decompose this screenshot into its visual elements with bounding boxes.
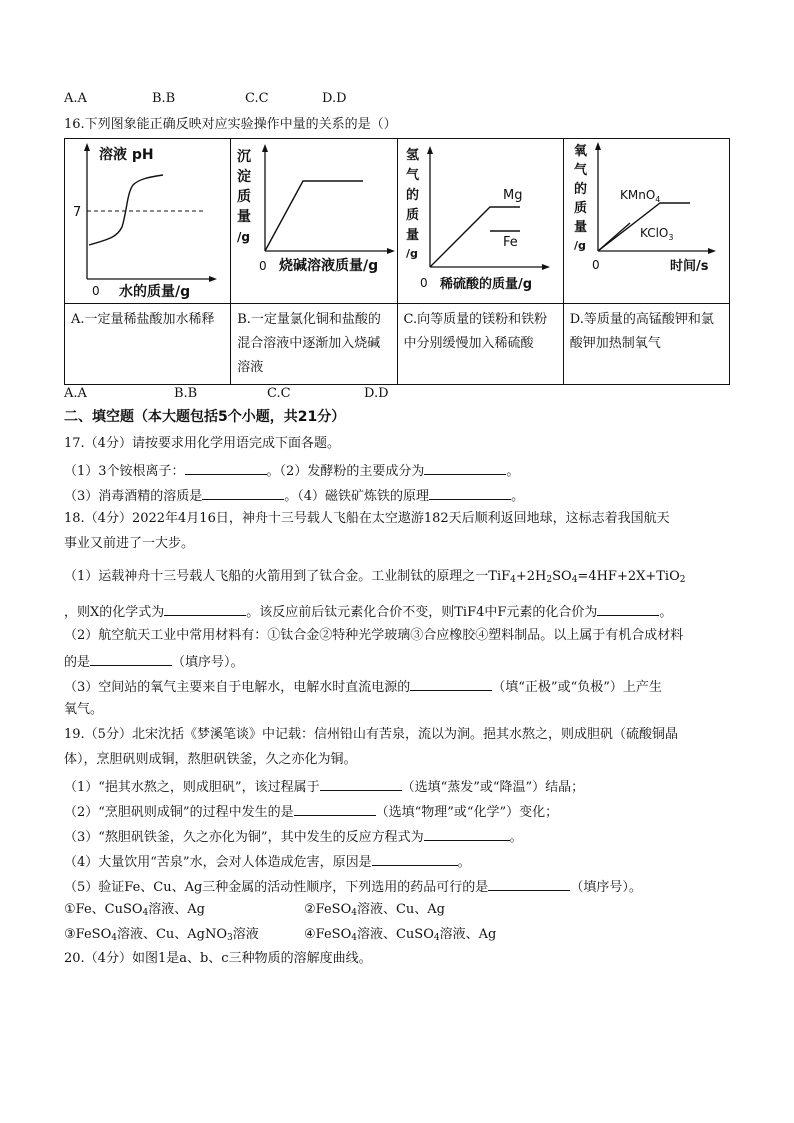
q19-sub-1 [64, 776, 584, 797]
q15-option-a: A.A [64, 91, 87, 106]
q18-sub-1b-text-b: 。该反应前后钛元素化合价不变，则TiF4中F元素的化合价为 [246, 605, 598, 620]
graph-d-caption: D.等质量的高锰酸钾和氯酸钾加热制氧气 [563, 304, 729, 385]
q19-option-4-b: 溶液、CuSO [356, 927, 434, 942]
q16-option-d: D.D [364, 386, 389, 401]
q19-sub-2-text-a: （2）“烹胆矾则成铜”的过程中发生的是 [64, 805, 294, 820]
q19-sub-1-text-b: （选填“蒸发”或“降温”）结晶； [401, 780, 585, 795]
q19-sub-4-end: 。 [457, 855, 471, 870]
q18-eq-post: =4HF+2X+TiO [577, 569, 680, 584]
graph-b-ylabel-1: 沉 [237, 149, 252, 165]
graph-c [398, 139, 561, 303]
q18-sub-1: （1）运载神舟十三号载人飞船的火箭用到了钛合金。工业制钛的原理之一$TiF_4+2H_2SO_4=4HF+2X+TiO_2$ [64, 569, 686, 585]
graph-b [231, 139, 402, 303]
graph-b-y-arrow [262, 144, 268, 152]
q17-part3-label: （3）消毒酒精的溶质是 [64, 489, 203, 504]
graph-d-ylabel [574, 143, 588, 252]
graph-d-ylabel-2: 气 [573, 163, 587, 178]
graph-c-xlabel: 稀硫酸的质量/g [439, 277, 532, 292]
q19-option-1-sub: 4 [142, 908, 149, 918]
graph-a-x-arrow [209, 276, 217, 282]
graph-c-cell [397, 139, 563, 304]
q19-sub-5-text-b: （填序号）。 [570, 880, 642, 895]
graph-d-y-arrow [595, 142, 601, 150]
q16-stem: 16.下列图象能正确反映对应实验操作中量的关系的是（） [64, 117, 397, 132]
graph-d-ylabel-3: 的 [573, 182, 587, 197]
graph-a-y-tick: 7 [73, 205, 82, 220]
q18-blank-2[interactable] [597, 601, 659, 616]
q19-sub-1-text-a: （1）“挹其水熬之，则成胆矾”，该过程属于 [64, 780, 320, 795]
q17-line-1-end: 。 [506, 464, 520, 479]
q19-option-3-sub: 4 [111, 933, 117, 943]
q19-option-3-c: 溶液 [232, 927, 259, 942]
q19-option-3 [64, 926, 304, 944]
graph-b-cell [231, 139, 397, 304]
q16-option-b: B.B [174, 386, 198, 401]
graph-c-fe-label: Fe [502, 235, 518, 250]
q17-line-2-end: 。 [511, 489, 525, 504]
q19-stem-2: 体），烹胆矾则成铜，熬胆矾铁釜，久之亦化为铜。 [64, 752, 357, 767]
q18-sub-3-text-a: （3）空间站的氧气主要来自于电解水，电解水时直流电源的 [64, 680, 411, 695]
graph-b-ylabel-4: 量 [237, 209, 252, 225]
graph-a-caption: A.一定量稀盐酸加水稀释 [65, 304, 231, 385]
q19-stem-1: 19.（5分）北宋沈括《梦溪笔谈》中记载：信州铅山有苦泉，流以为涧。挹其水熬之，则成胆矾（硫酸铜晶 [64, 727, 678, 742]
q19-blank-3[interactable] [424, 826, 510, 841]
graph-c-ylabel-2: 气 [405, 168, 419, 183]
graph-c-ylabel [406, 147, 420, 260]
q18-sub-1b [64, 601, 672, 622]
tif4-subscript: 4 [510, 575, 516, 585]
graph-c-origin: 0 [419, 276, 428, 290]
graph-a [65, 139, 227, 303]
graph-d-kclo3-subscript: 3 [668, 233, 674, 242]
q19-sub-3-text-a: （3）“熬胆矾铁釜，久之亦化为铜”，其中发生的反应方程式为 [64, 830, 424, 845]
graph-b-ylabel-5: /g [237, 230, 251, 244]
q16-option-a: A.A [64, 386, 87, 401]
q18-sub-2b [64, 651, 244, 672]
graph-d-kmno4-formula: KMnO [619, 188, 656, 202]
graph-c-ylabel-5: 量 [405, 228, 419, 243]
q19-option-4 [304, 927, 496, 942]
q20-stem: 20.（4分）如图1是a、b、c三种物质的溶解度曲线。 [64, 951, 372, 966]
q19-options-row-2 [64, 926, 496, 944]
graph-c-caption: C.向等质量的镁粉和铁粉中分别缓慢加入稀硫酸 [397, 304, 563, 385]
graph-b-x-arrow [387, 248, 395, 254]
graph-c-ylabel-1: 氢 [405, 148, 419, 163]
q18-sub-1-text: （1）运载神舟十三号载人飞船的火箭用到了钛合金。工业制钛的原理之一TiF [64, 569, 511, 584]
q17-part2-label: 。（2）发酵粉的主要成分为 [266, 464, 425, 479]
q19-option-4-c: 溶液、Ag [439, 927, 497, 942]
q19-blank-5[interactable] [488, 876, 570, 891]
q19-option-1 [64, 901, 304, 919]
q19-sub-3 [64, 826, 523, 847]
q19-option-3-a: ③FeSO [64, 927, 112, 942]
graph-b-origin: 0 [259, 259, 267, 273]
q17-part4-label: 。（4）磁铁矿炼铁的原理 [284, 489, 430, 504]
section-2-heading: 二、填空题（本大题包括5个小题，共21分） [64, 409, 346, 425]
graph-c-ylabel-3: 的 [405, 188, 419, 203]
q17-line-2 [64, 485, 524, 506]
q17-blank-3[interactable] [202, 485, 284, 500]
graph-d-ylabel-6: /g [573, 239, 586, 252]
q19-option-2-a: ②FeSO [304, 902, 352, 917]
q18-sub-1b-end: 。 [659, 605, 673, 620]
q15-options [64, 90, 347, 108]
graph-d-kclo3-label [640, 226, 673, 242]
graph-a-cell [65, 139, 231, 304]
q19-option-4-sub2: 4 [433, 933, 440, 943]
graph-d-origin: 0 [591, 258, 600, 272]
graph-b-curve [265, 181, 363, 251]
q18-stem-2: 事业又前进了一大步。 [64, 536, 195, 551]
q19-option-2-b: 溶液、Cu、Ag [356, 902, 445, 917]
graph-a-curve [89, 175, 163, 245]
graph-d-x-arrow [708, 248, 716, 254]
q17-stem: 17.（4分）请按要求用化学用语完成下面各题。 [64, 436, 340, 451]
q16-option-c: C.C [267, 386, 291, 401]
q17-blank-2[interactable] [424, 460, 506, 475]
graph-c-x-arrow [542, 264, 550, 270]
q18-sub-2b-text-b: （填序号）。 [172, 655, 244, 670]
q19-option-1-a: ①Fe、CuSO [64, 902, 143, 917]
graph-d-ylabel-4: 质 [573, 201, 587, 216]
q18-sub-1b-text-a: ，则X的化学式为 [64, 605, 165, 620]
q19-option-4-a: ④FeSO [304, 927, 352, 942]
graph-d-cell [563, 139, 729, 304]
q19-sub-2-text-b: （选填“物理”或“化学”）变化； [375, 805, 559, 820]
q19-option-1-b: 溶液、Ag [148, 902, 205, 917]
graph-d-kmno4-label [620, 188, 660, 204]
q19-option-3-b: 溶液、Cu、AgNO [116, 927, 228, 942]
q18-blank-4[interactable] [410, 676, 492, 691]
graph-d-ylabel-5: 量 [573, 220, 587, 235]
q17-blank-4[interactable] [429, 485, 511, 500]
q19-option-3-sub3: 3 [227, 933, 233, 943]
graph-b-ylabel-2: 淀 [237, 169, 252, 185]
q17-part1-label: （1）3个铵根离子： [64, 464, 185, 479]
q15-option-d: D.D [322, 91, 347, 106]
q19-sub-3-end: 。 [509, 830, 523, 845]
graph-d [564, 139, 728, 303]
q18-sub-3b: 氧气。 [64, 702, 104, 717]
graph-b-xlabel: 烧碱溶液质量/g [279, 258, 379, 274]
graph-d-ylabel-1: 氧 [573, 144, 587, 159]
graph-a-xlabel: 水的质量/g [119, 284, 191, 300]
q18-stem-1: 18.（4分）2022年4月16日，神舟十三号载人飞船在太空遨游182天后顺利返回地球，这标志着我国航天 [64, 511, 670, 526]
q19-blank-2[interactable] [294, 801, 376, 816]
q19-sub-5 [64, 876, 642, 897]
graph-b-caption: B.一定量氯化铜和盐酸的混合溶液中逐渐加入烧碱溶液 [231, 304, 397, 385]
graph-c-mg-label: Mg [502, 188, 522, 203]
q17-blank-1[interactable] [185, 460, 267, 475]
q18-sub-2b-text-a: 的是 [64, 655, 91, 670]
q17-line-1 [64, 460, 519, 481]
graph-d-xlabel: 时间/s [669, 259, 709, 274]
q15-option-b: B.B [152, 91, 176, 106]
graph-d-kclo3-line [598, 223, 630, 251]
q18-blank-3[interactable] [90, 651, 172, 666]
q18-blank-1[interactable] [164, 601, 246, 616]
q19-option-4-sub: 4 [351, 933, 357, 943]
q19-options-row-1 [64, 901, 445, 919]
q19-option-2-sub: 4 [351, 908, 357, 918]
q19-blank-1[interactable] [320, 776, 402, 791]
h2so4-subscript: 4 [571, 575, 578, 585]
q19-sub-5-text-a: （5）验证Fe、Cu、Ag三种金属的活动性顺序，下列选用的药品可行的是 [64, 880, 489, 895]
q19-option-2 [304, 902, 445, 917]
q18-sub-3 [64, 676, 662, 697]
q18-eq-mid: +2H [515, 569, 547, 584]
graph-b-ylabel [237, 149, 251, 244]
q18-sub-3-text-b: （填“正极”或“负极”）上产生 [492, 680, 662, 695]
graph-b-ylabel-3: 质 [237, 189, 252, 205]
q16-graph-table [64, 138, 730, 385]
q16-options [64, 385, 389, 403]
graph-a-ylabel: 溶液 pH [99, 147, 154, 163]
q19-sub-4-text-a: （4）大量饮用“苦泉”水，会对人体造成危害，原因是 [64, 855, 372, 870]
q19-blank-4[interactable] [372, 851, 458, 866]
graph-d-kclo3-formula: KClO [639, 226, 669, 240]
graph-a-origin: 0 [92, 284, 100, 298]
q15-option-c: C.C [245, 91, 269, 106]
graph-c-ylabel-4: 质 [405, 208, 419, 223]
graph-c-y-arrow [427, 146, 433, 154]
q18-eq-so: SO [552, 569, 572, 584]
q18-sub-2: （2）航空航天工业中常用材料有：①钛合金②特种光学玻璃③合应橡胶④塑料制品。以上属于有机合成材料 [64, 628, 684, 643]
graph-d-kmno4-subscript: 4 [655, 195, 661, 204]
q19-sub-2 [64, 801, 558, 822]
graph-c-ylabel-6: /g [405, 247, 418, 260]
q19-sub-4 [64, 851, 471, 872]
graph-a-y-arrow [84, 143, 90, 151]
